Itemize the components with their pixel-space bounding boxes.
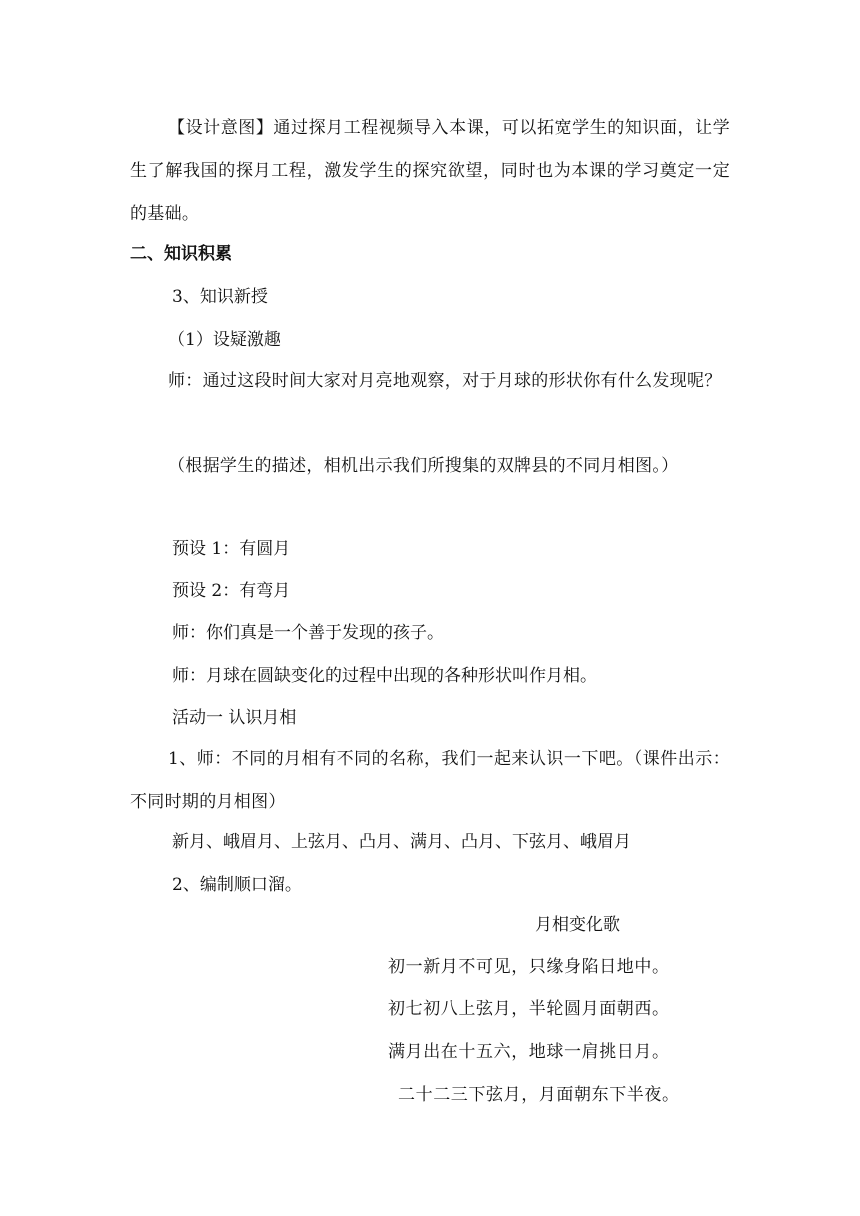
poem-line-3: 满月出在十五六，地球一肩挑日月。 (388, 1042, 670, 1062)
section-heading: 二、知识积累 (130, 244, 232, 264)
design-intent-paragraph: 【设计意图】通过探月工程视频导入本课，可以拓宽学生的知识面，让学生了解我国的探月工程，激发学生的探究欲望，同时也为本课的学习奠定一定的基础。 (130, 118, 730, 224)
poem-line-4: 二十二三下弦月，月面朝东下半夜。 (398, 1085, 680, 1105)
step-1-paragraph: 1、师：不同的月相有不同的名称，我们一起来认识一下吧。（课件出示：不同时期的月相图） (130, 749, 730, 812)
teacher-question-paragraph: 师：通过这段时间大家对月亮地观察，对于月球的形状你有什么发现呢？ (168, 371, 722, 391)
step-2-text: 2、编制顺口溜。 (172, 875, 302, 895)
poem-title: 月相变化歌 (535, 915, 620, 935)
sub-heading: 3、知识新授 (172, 287, 268, 307)
preset-1-text: 预设 1：有圆月 (172, 539, 291, 559)
poem-line-1: 初一新月不可见，只缘身陷日地中。 (388, 957, 670, 977)
instruction-note-paragraph: （根据学生的描述，相机出示我们所搜集的双牌县的不同月相图。） (168, 456, 679, 476)
step-heading: （1）设疑激趣 (168, 330, 281, 350)
activity-title: 活动一 认识月相 (172, 708, 297, 728)
teacher-praise-text: 师：你们真是一个善于发现的孩子。 (172, 623, 444, 643)
poem-line-2: 初七初八上弦月，半轮圆月面朝西。 (388, 999, 670, 1019)
preset-2-text: 预设 2：有弯月 (172, 581, 291, 601)
teacher-definition-text: 师：月球在圆缺变化的过程中出现的各种形状叫作月相。 (172, 666, 597, 686)
moon-phase-names: 新月、峨眉月、上弦月、凸月、满月、凸月、下弦月、峨眉月 (172, 832, 631, 852)
